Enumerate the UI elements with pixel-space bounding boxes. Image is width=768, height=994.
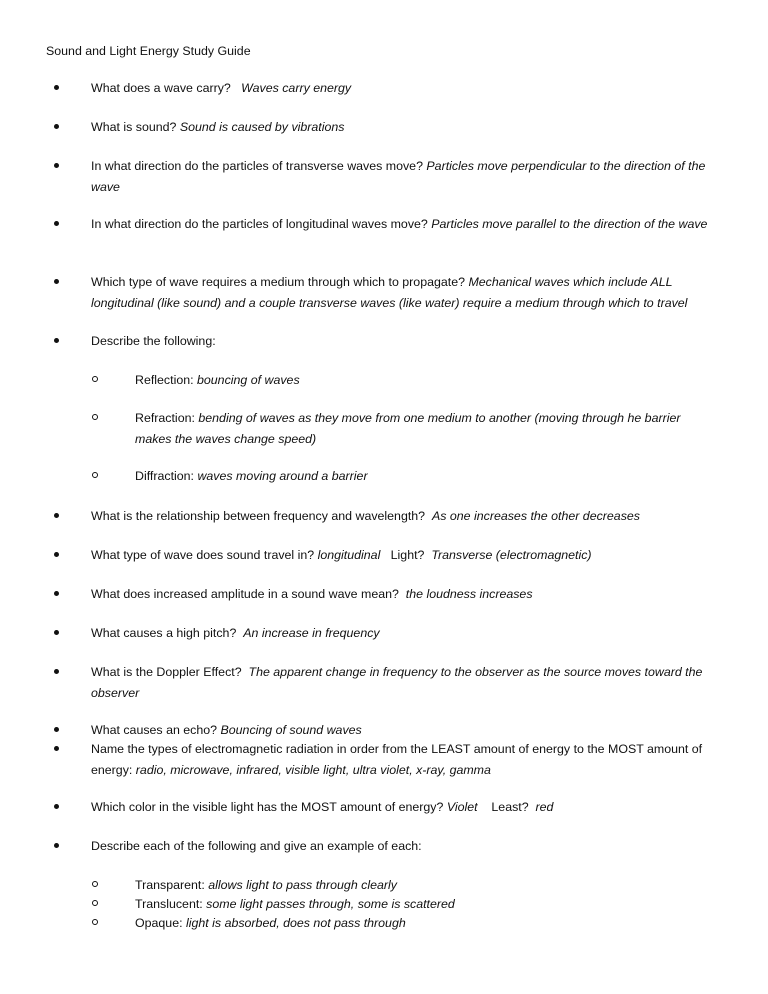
page-title: Sound and Light Energy Study Guide — [46, 44, 251, 58]
answer-text: Mechanical waves which include ALL longitudinal (like sound) and a couple transverse waves (like water) require a medium through which to travel — [91, 275, 688, 310]
question-text: What does a wave carry? — [91, 81, 231, 95]
list-item — [91, 836, 711, 857]
bullet-icon — [54, 797, 64, 817]
list-item — [91, 78, 711, 99]
term-label: Diffraction: — [135, 469, 194, 483]
term-label: Refraction: — [135, 411, 195, 425]
definition-text: light is absorbed, does not pass through — [186, 916, 406, 930]
list-item — [91, 506, 711, 527]
answer-text: Sound is caused by vibrations — [179, 120, 345, 134]
circle-bullet-icon — [92, 875, 102, 895]
list-item — [91, 331, 711, 352]
question-text: Name the types of electromagnetic radiation in order from the LEAST amount of energy to the MOST amount of energy: — [91, 742, 703, 777]
list-item — [91, 584, 711, 605]
list-item — [91, 117, 711, 138]
definition-text: some light passes through, some is scattered — [206, 897, 455, 911]
bullet-icon — [54, 272, 64, 292]
sub-item — [135, 408, 711, 449]
term-label: Reflection: — [135, 373, 194, 387]
answer-text: Particles move perpendicular to the direction of the wave — [91, 159, 706, 194]
circle-bullet-icon — [92, 370, 102, 390]
definition-text: bouncing of waves — [197, 373, 300, 387]
question-text: Which color in the visible light has the MOST amount of energy? — [91, 800, 444, 814]
sub-item — [135, 913, 711, 934]
circle-bullet-icon — [92, 408, 102, 428]
list-item — [91, 545, 711, 566]
circle-bullet-icon — [92, 894, 102, 914]
list-item — [91, 720, 711, 741]
bullet-icon — [54, 156, 64, 176]
bullet-icon — [54, 623, 64, 643]
question-text: Which type of wave requires a medium through which to propagate? — [91, 275, 465, 289]
question-text: Describe the following: — [91, 334, 216, 348]
answer-text: An increase in frequency — [243, 626, 380, 640]
sub-item — [135, 466, 711, 487]
question-text: What causes an echo? — [91, 723, 218, 737]
question-text: Describe each of the following and give an example of each: — [91, 839, 422, 853]
sub-item — [135, 370, 711, 391]
bullet-icon — [54, 584, 64, 604]
bullet-icon — [54, 545, 64, 565]
answer-text: Waves carry energy — [241, 81, 352, 95]
answer-text: longitudinal — [317, 548, 381, 562]
list-item — [91, 272, 711, 313]
list-item — [91, 662, 711, 703]
definition-text: waves moving around a barrier — [197, 469, 368, 483]
question-text: What is the relationship between frequency and wavelength? — [91, 509, 426, 523]
list-item — [91, 623, 711, 644]
question-text: What is sound? — [91, 120, 177, 134]
bullet-icon — [54, 78, 64, 98]
question-text: In what direction do the particles of longitudinal waves move? — [91, 217, 428, 231]
answer-text: Violet — [446, 800, 478, 814]
term-label: Transparent: — [135, 878, 205, 892]
list-item — [91, 797, 711, 818]
answer-text: The apparent change in frequency to the observer as the source moves toward the observer — [91, 665, 703, 700]
bullet-icon — [54, 214, 64, 234]
bullet-icon — [54, 117, 64, 137]
question-text: What is the Doppler Effect? — [91, 665, 242, 679]
question-text: Least? — [491, 800, 529, 814]
bullet-icon — [54, 836, 64, 856]
answer-text: As one increases the other decreases — [431, 509, 640, 523]
list-item — [91, 739, 711, 780]
circle-bullet-icon — [92, 466, 102, 486]
question-text: What causes a high pitch? — [91, 626, 237, 640]
answer-text: radio, microwave, infrared, visible light, ultra violet, x-ray, gamma — [135, 762, 491, 777]
answer-text: Transverse (electromagnetic) — [431, 548, 592, 562]
bullet-icon — [54, 662, 64, 682]
answer-text: Particles move parallel to the direction of the wave — [431, 217, 708, 231]
sub-item — [135, 894, 711, 915]
sub-item — [135, 875, 711, 896]
list-item — [91, 156, 711, 197]
definition-text: bending of waves as they move from one medium to another (moving through he barrier makes the waves change speed) — [135, 411, 681, 446]
question-text: What does increased amplitude in a sound wave mean? — [91, 587, 399, 601]
list-item — [91, 214, 711, 235]
answer-text: red — [535, 800, 554, 814]
bullet-icon — [54, 506, 64, 526]
circle-bullet-icon — [92, 913, 102, 933]
definition-text: allows light to pass through clearly — [208, 878, 397, 892]
answer-text: Bouncing of sound waves — [220, 723, 362, 737]
bullet-icon — [54, 331, 64, 351]
term-label: Opaque: — [135, 916, 183, 930]
bullet-icon — [54, 739, 64, 759]
term-label: Translucent: — [135, 897, 203, 911]
question-text: What type of wave does sound travel in? — [91, 548, 315, 562]
answer-text: the loudness increases — [405, 587, 533, 601]
question-text: Light? — [390, 548, 425, 562]
bullet-icon — [54, 720, 64, 740]
question-text: In what direction do the particles of transverse waves move? — [91, 159, 423, 173]
